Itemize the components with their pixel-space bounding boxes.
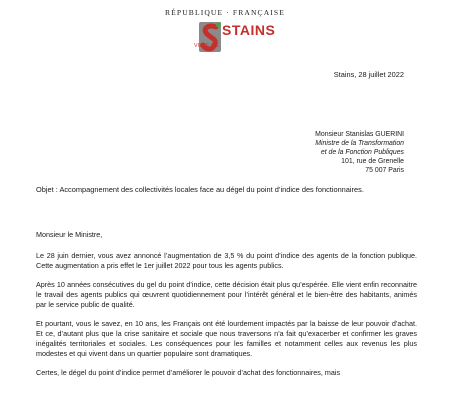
recipient-title-2: et de la Fonction Publiques — [320, 149, 404, 156]
recipient-city: 75 007 Paris — [365, 167, 404, 174]
stains-logo-mark-icon — [198, 21, 224, 55]
logo-sub: VILLE DE — [194, 43, 219, 49]
paragraph: Et pourtant, vous le savez, en 10 ans, les Français ont été lourdement impactés par la baisse de leur pouvoir d’achat. Et ce, d’autant plus que la crise sanitaire et sociale que nous traversons n’a fait qu’exacerber et confirmer les graves inégalités territoriales et sociales. Les conséquences pour les familles et notamment celles aux revenus les plus modestes et qui vivent dans un quartier populaire sont dramatiques. — [36, 318, 417, 359]
salutation: Monsieur le Ministre, — [36, 230, 103, 239]
recipient-title-1: Ministre de la Transformation — [315, 140, 404, 147]
republic-header: RÉPUBLIQUE · FRANÇAISE — [165, 8, 285, 17]
letter-body — [36, 230, 417, 388]
paragraph: Après 10 années consécutives du gel du point d’indice, cette décision était plus qu’espérée. Elle vient enfin reconnaitre le travail des agents publics qui œuvrent quotidiennement pour l’intérêt général et le bien-être des habitants, animés par le service public de qualité. — [36, 279, 417, 310]
recipient-name: Monsieur Stanislas GUERINI — [315, 131, 404, 138]
paragraph: Le 28 juin dernier, vous avez annoncé l’augmentation de 3,5 % du point d’indice des agents de la fonction publique. Cette augmentation a pris effet le 1er juillet 2022 pour tous les agents publics. — [36, 251, 417, 271]
paragraph: Certes, le dégel du point d’indice permet d’améliorer le pouvoir d’achat des fonctionnaires, mais — [36, 367, 341, 377]
recipient-street: 101, rue de Grenelle — [341, 158, 404, 165]
subject-line — [36, 184, 416, 195]
logo-word: STAINS — [222, 22, 276, 38]
ville-de-stains-logo — [194, 21, 276, 63]
subject-text: Accompagnement des collectivités locales face au dégel du point d’indice des fonctionnaires. — [59, 185, 364, 194]
subject-label: Objet : — [36, 185, 58, 194]
date-line: Stains, 28 juillet 2022 — [333, 70, 404, 79]
recipient-block — [184, 130, 404, 175]
